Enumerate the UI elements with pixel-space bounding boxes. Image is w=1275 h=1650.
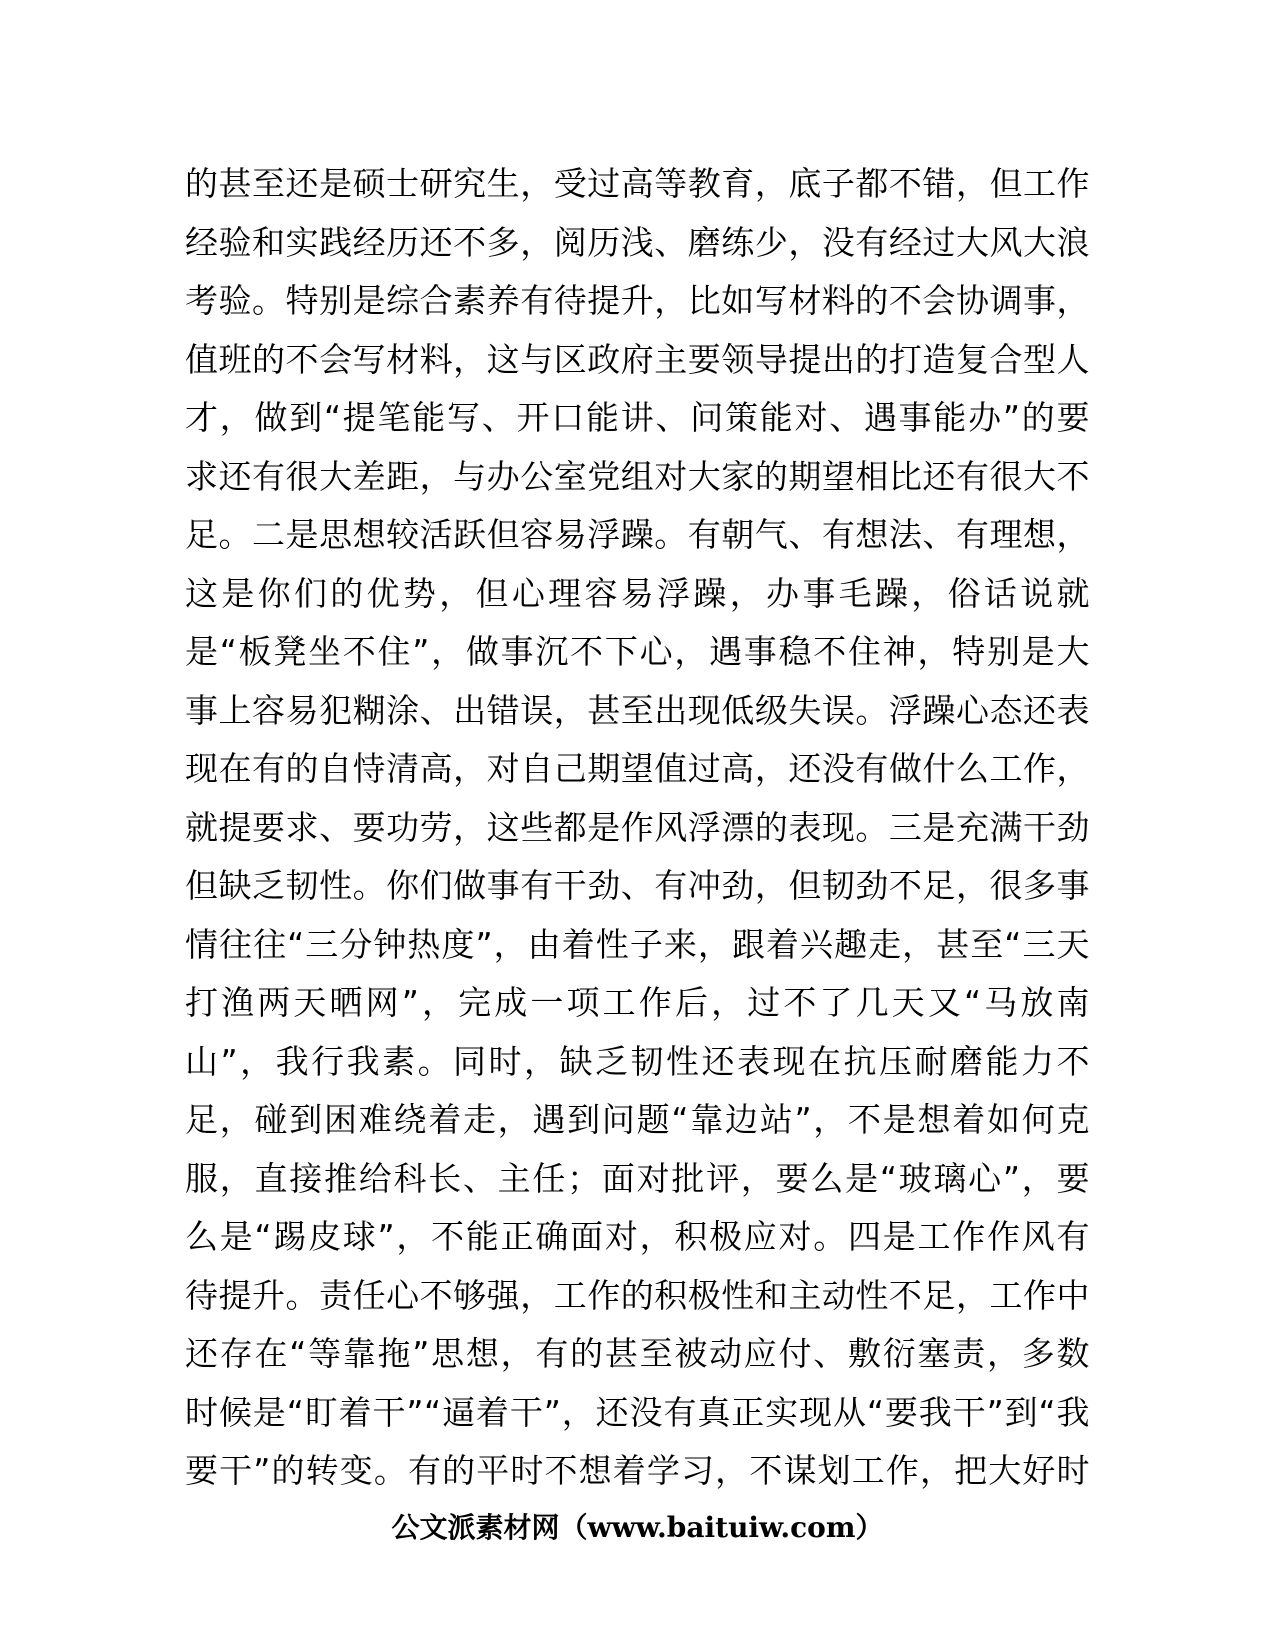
text-line: 值班的不会写材料，这与区政府主要领导提出的打造复合型人 (185, 339, 1090, 379)
text-line: 是“板凳坐不住”，做事沉不下心，遇事稳不住神，特别是大 (185, 632, 1090, 671)
text-line: 才，做到“提笔能写、开口能讲、问策能对、遇事能办”的要 (185, 398, 1090, 437)
text-line: 的甚至还是硕士研究生，受过高等教育，底子都不错，但工作 (185, 164, 1090, 203)
text-line: 服，直接推给科长、主任；面对批评，要么是“玻璃心”，要 (185, 1158, 1090, 1198)
text-line: 情往往“三分钟热度”，由着性子来，跟着兴趣走，甚至“三天 (185, 924, 1090, 964)
text-line: 要干”的转变。有的平时不想着学习，不谋划工作，把大好时 (185, 1451, 1090, 1490)
text-line: 足。二是思想较活跃但容易浮躁。有朝气、有想法、有理想， (185, 515, 1090, 554)
page-footer: 公文派素材网（www.baituiw.com） (391, 1511, 884, 1544)
body-text (185, 155, 1090, 1501)
text-line: 现在有的自恃清高，对自己期望值过高，还没有做什么工作， (185, 749, 1090, 788)
text-line: 待提升。责任心不够强，工作的积极性和主动性不足，工作中 (185, 1275, 1090, 1315)
text-line: 就提要求、要功劳，这些都是作风浮漂的表现。三是充满干劲 (185, 807, 1090, 847)
text-line: 足，碰到困难绕着走，遇到问题“靠边站”，不是想着如何克 (185, 1100, 1090, 1139)
text-line: 打渔两天晒网”，完成一项工作后，过不了几天又“马放南 (185, 983, 1090, 1022)
text-line: 经验和实践经历还不多，阅历浅、磨练少，没有经过大风大浪 (185, 222, 1090, 262)
text-line: 事上容易犯糊涂、出错误，甚至出现低级失误。浮躁心态还表 (185, 690, 1090, 730)
text-line: 求还有很大差距，与办公室党组对大家的期望相比还有很大不 (185, 456, 1090, 496)
text-line: 时候是“盯着干”“逼着干”，还没有真正实现从“要我干”到“我 (185, 1392, 1090, 1432)
text-line: 山”，我行我素。同时，缺乏韧性还表现在抗压耐磨能力不 (185, 1041, 1090, 1081)
text-line: 还存在“等靠拖”思想，有的甚至被动应付、敷衍塞责，多数 (185, 1334, 1090, 1373)
text-line: 么是“踢皮球”，不能正确面对，积极应对。四是工作作风有 (185, 1217, 1090, 1256)
text-line: 这是你们的优势，但心理容易浮躁，办事毛躁，俗话说就 (185, 573, 1090, 613)
text-line: 考验。特别是综合素养有待提升，比如写材料的不会协调事， (185, 281, 1090, 320)
text-line: 但缺乏韧性。你们做事有干劲、有冲劲，但韧劲不足，很多事 (185, 866, 1090, 905)
